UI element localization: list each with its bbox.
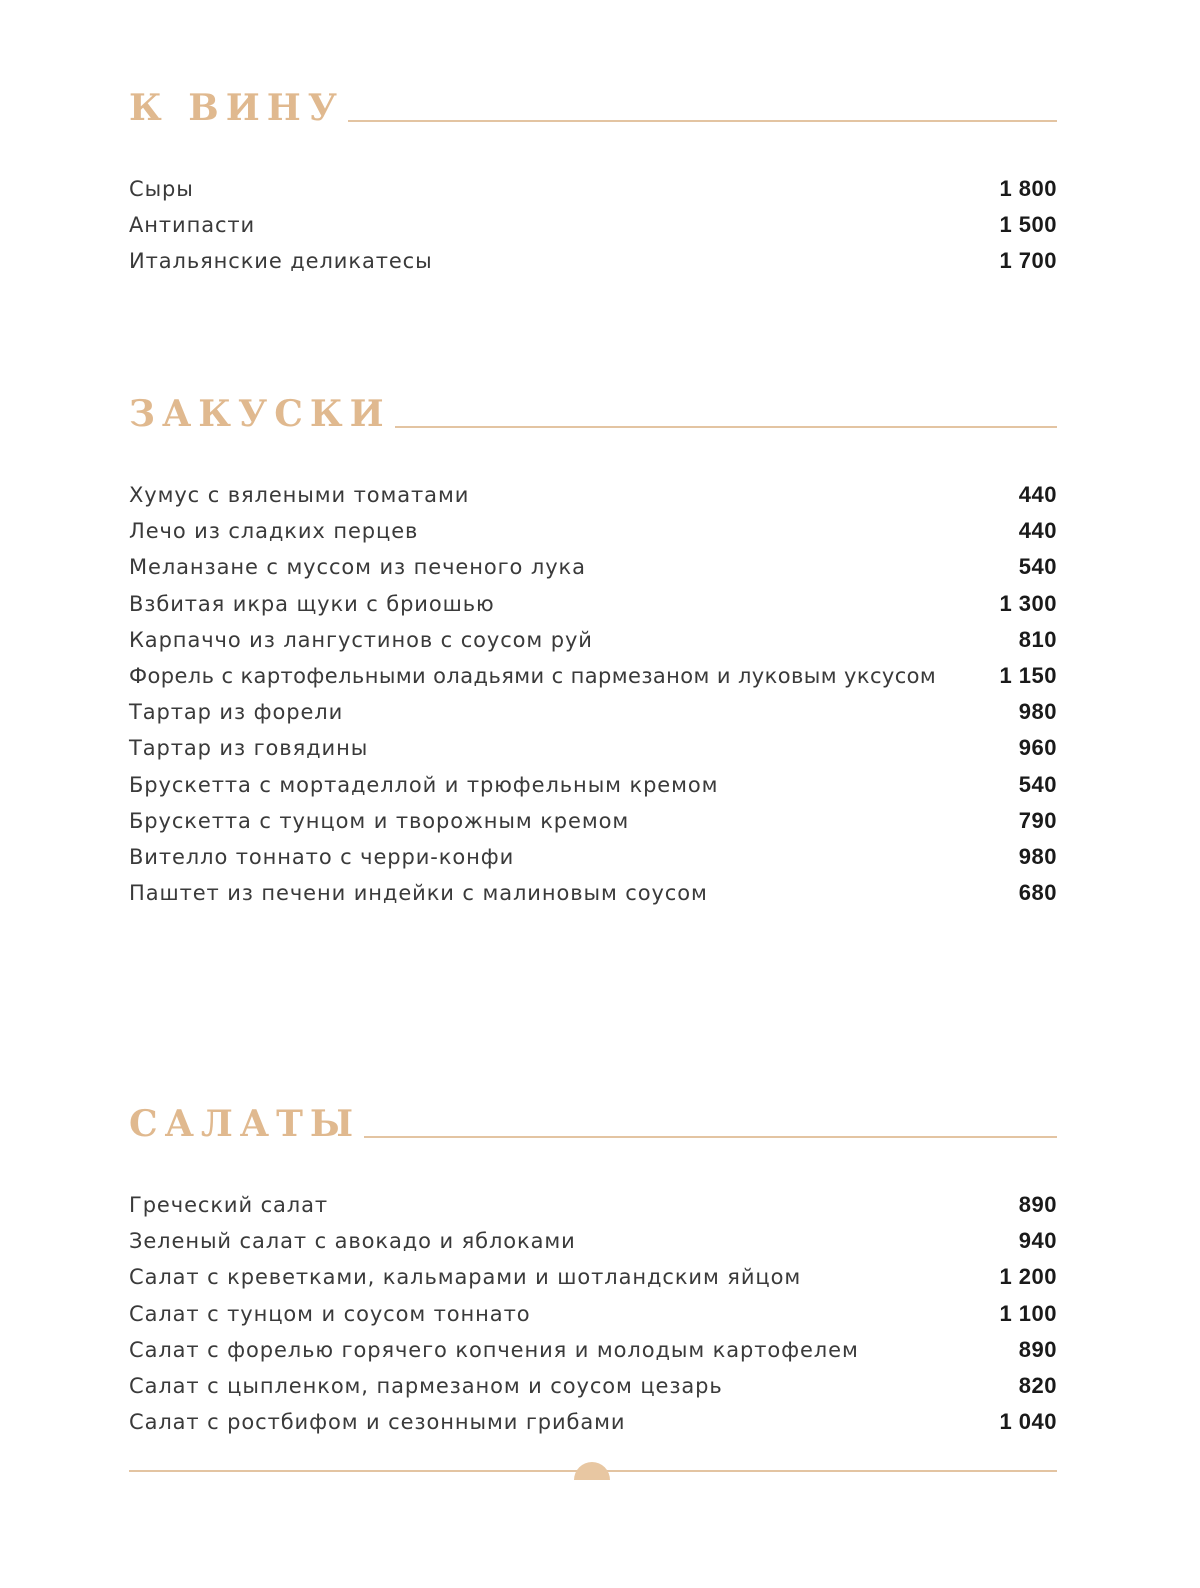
item-name: Лечо из сладких перцев [129, 519, 419, 544]
ornament-icon [574, 1462, 610, 1480]
section-header [129, 392, 1057, 435]
item-price: 820 [1018, 1372, 1057, 1398]
section-header [129, 86, 1057, 129]
menu-item [129, 1264, 1057, 1300]
menu-item [129, 1301, 1057, 1337]
menu-list [129, 1192, 1057, 1445]
menu-item [129, 1192, 1057, 1228]
item-name: Карпаччо из лангустинов с соусом руй [129, 627, 593, 652]
menu-item [129, 591, 1057, 627]
item-price: 540 [1018, 554, 1057, 580]
item-name: Паштет из печени индейки с малиновым соусом [129, 881, 708, 906]
item-price: 1 040 [999, 1409, 1057, 1435]
menu-item [129, 663, 1057, 699]
section-divider [395, 426, 1057, 428]
section-divider [348, 120, 1057, 122]
item-name: Салат с тунцом и соусом тоннато [129, 1301, 531, 1326]
item-name: Салат с креветками, кальмарами и шотландским яйцом [129, 1265, 802, 1290]
menu-item [129, 248, 1057, 284]
item-name: Тартар из говядины [129, 736, 369, 761]
item-price: 1 150 [999, 662, 1057, 688]
item-name: Сыры [129, 177, 194, 201]
item-price: 440 [1018, 518, 1057, 544]
item-name: Вителло тоннато с черри-конфи [129, 844, 515, 869]
section-wine [129, 86, 1057, 285]
item-name: Брускетта с тунцом и творожным кремом [129, 808, 630, 833]
item-name: Салат с ростбифом и сезонными грибами [129, 1410, 626, 1435]
item-price: 890 [1018, 1192, 1057, 1217]
menu-item [129, 518, 1057, 554]
menu-list [129, 482, 1057, 916]
item-price: 980 [1018, 699, 1057, 725]
item-name: Антипасти [129, 213, 256, 238]
menu-item [129, 1373, 1057, 1409]
menu-item [129, 627, 1057, 663]
item-price: 1 200 [999, 1264, 1057, 1290]
item-price: 960 [1018, 735, 1057, 761]
item-price: 1 100 [999, 1300, 1057, 1326]
item-price: 540 [1018, 771, 1057, 797]
item-price: 940 [1018, 1228, 1057, 1254]
item-name: Меланзане с муссом из печеного лука [129, 555, 586, 580]
section-header [129, 1102, 1057, 1145]
menu-item [129, 176, 1057, 212]
item-price: 810 [1018, 626, 1057, 652]
item-name: Греческий салат [129, 1193, 329, 1217]
item-name: Зеленый салат с авокадо и яблоками [129, 1229, 576, 1254]
item-price: 890 [1018, 1336, 1057, 1362]
item-name: Форель с картофельными оладьями с пармезаном и луковым уксусом [129, 663, 937, 688]
menu-item [129, 772, 1057, 808]
section-divider [364, 1136, 1057, 1138]
item-price: 790 [1018, 807, 1057, 833]
item-name: Салат с форелью горячего копчения и молодым картофелем [129, 1337, 859, 1362]
item-price: 1 800 [999, 176, 1057, 201]
section-salads [129, 1102, 1057, 1445]
item-name: Брускетта с мортаделлой и трюфельным кремом [129, 772, 719, 797]
menu-list [129, 176, 1057, 285]
item-price: 680 [1018, 880, 1057, 906]
menu-item [129, 1409, 1057, 1445]
section-appetizers [129, 392, 1057, 916]
menu-item [129, 1337, 1057, 1373]
item-name: Взбитая икра щуки с бриошью [129, 591, 495, 616]
item-price: 1 300 [999, 590, 1057, 616]
item-price: 980 [1018, 843, 1057, 869]
item-price: 440 [1018, 482, 1057, 507]
menu-item [129, 699, 1057, 735]
item-name: Тартар из форели [129, 700, 344, 725]
menu-item [129, 554, 1057, 590]
item-price: 1 500 [999, 212, 1057, 238]
menu-item [129, 735, 1057, 771]
section-title: ЗАКУСКИ [129, 393, 391, 435]
item-price: 1 700 [999, 248, 1057, 274]
menu-item [129, 212, 1057, 248]
menu-item [129, 844, 1057, 880]
section-title: САЛАТЫ [129, 1103, 361, 1145]
menu-item [129, 880, 1057, 916]
section-title: К ВИНУ [129, 87, 344, 129]
item-name: Салат с цыпленком, пармезаном и соусом цезарь [129, 1373, 723, 1398]
item-name: Хумус с вялеными томатами [129, 483, 470, 507]
menu-item [129, 808, 1057, 844]
menu-item [129, 1228, 1057, 1264]
item-name: Итальянские деликатесы [129, 249, 433, 274]
menu-item [129, 482, 1057, 518]
